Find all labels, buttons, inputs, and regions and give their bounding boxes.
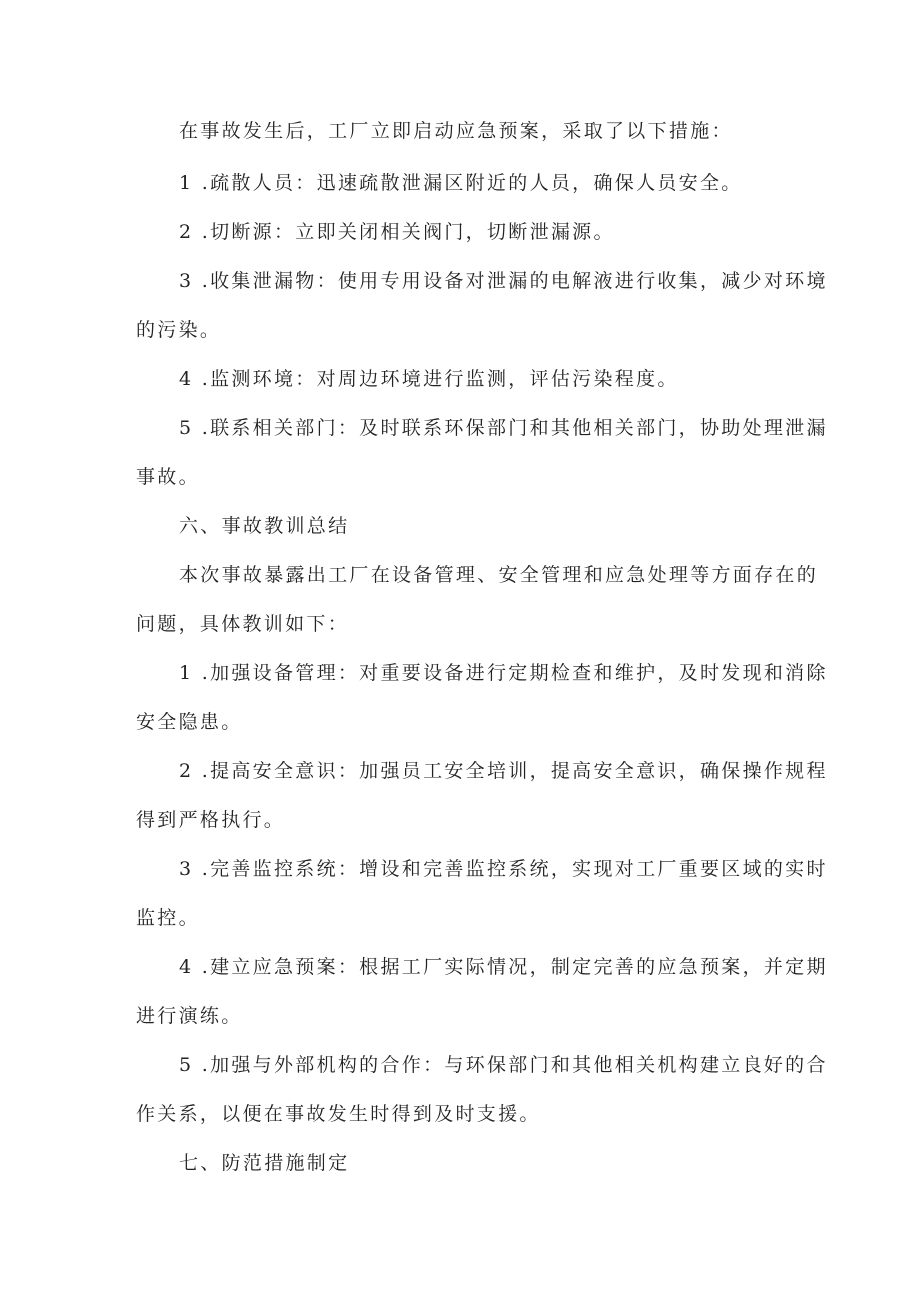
- measure-1-line: 1 .疏散人员：迅速疏散泄漏区附近的人员，确保人员安全。: [179, 172, 743, 194]
- paragraph-lessons-intro: 本次事故暴露出工厂在设备管理、安全管理和应急处理等方面存在的: [179, 564, 819, 586]
- paragraph-lessons-intro-continuation: 问题，具体教训如下：: [136, 613, 350, 635]
- lesson-4-line: 4 .建立应急预案：根据工厂实际情况，制定完善的应急预案，并定期: [179, 956, 828, 978]
- measure-4-line: 4 .监测环境：对周边环境进行监测，评估污染程度。: [179, 368, 679, 390]
- lesson-3-line: 3 .完善监控系统：增设和完善监控系统，实现对工厂重要区域的实时: [179, 858, 828, 880]
- paragraph-emergency-intro: 在事故发生后，工厂立即启动应急预案，采取了以下措施：: [179, 120, 733, 142]
- section-heading-prevention: 七、防范措施制定: [179, 1152, 350, 1174]
- lesson-3-continuation: 监控。: [136, 907, 200, 929]
- lesson-5-line: 5 .加强与外部机构的合作：与环保部门和其他相关机构建立良好的合: [179, 1054, 828, 1076]
- lesson-4-continuation: 进行演练。: [136, 1005, 243, 1027]
- measure-3-continuation: 的污染。: [136, 319, 222, 341]
- lesson-5-continuation: 作关系，以便在事故发生时得到及时支援。: [136, 1103, 541, 1125]
- lesson-1-line: 1 .加强设备管理：对重要设备进行定期检查和维护，及时发现和消除: [179, 662, 828, 684]
- lesson-1-continuation: 安全隐患。: [136, 711, 243, 733]
- measure-2-line: 2 .切断源：立即关闭相关阀门，切断泄漏源。: [179, 221, 615, 243]
- section-heading-lessons: 六、事故教训总结: [179, 515, 350, 537]
- lesson-2-line: 2 .提高安全意识：加强员工安全培训，提高安全意识，确保操作规程: [179, 760, 828, 782]
- measure-3-line: 3 .收集泄漏物：使用专用设备对泄漏的电解液进行收集，减少对环境: [179, 270, 828, 292]
- measure-5-line: 5 .联系相关部门：及时联系环保部门和其他相关部门，协助处理泄漏: [179, 417, 828, 439]
- measure-5-continuation: 事故。: [136, 466, 200, 488]
- lesson-2-continuation: 得到严格执行。: [136, 809, 286, 831]
